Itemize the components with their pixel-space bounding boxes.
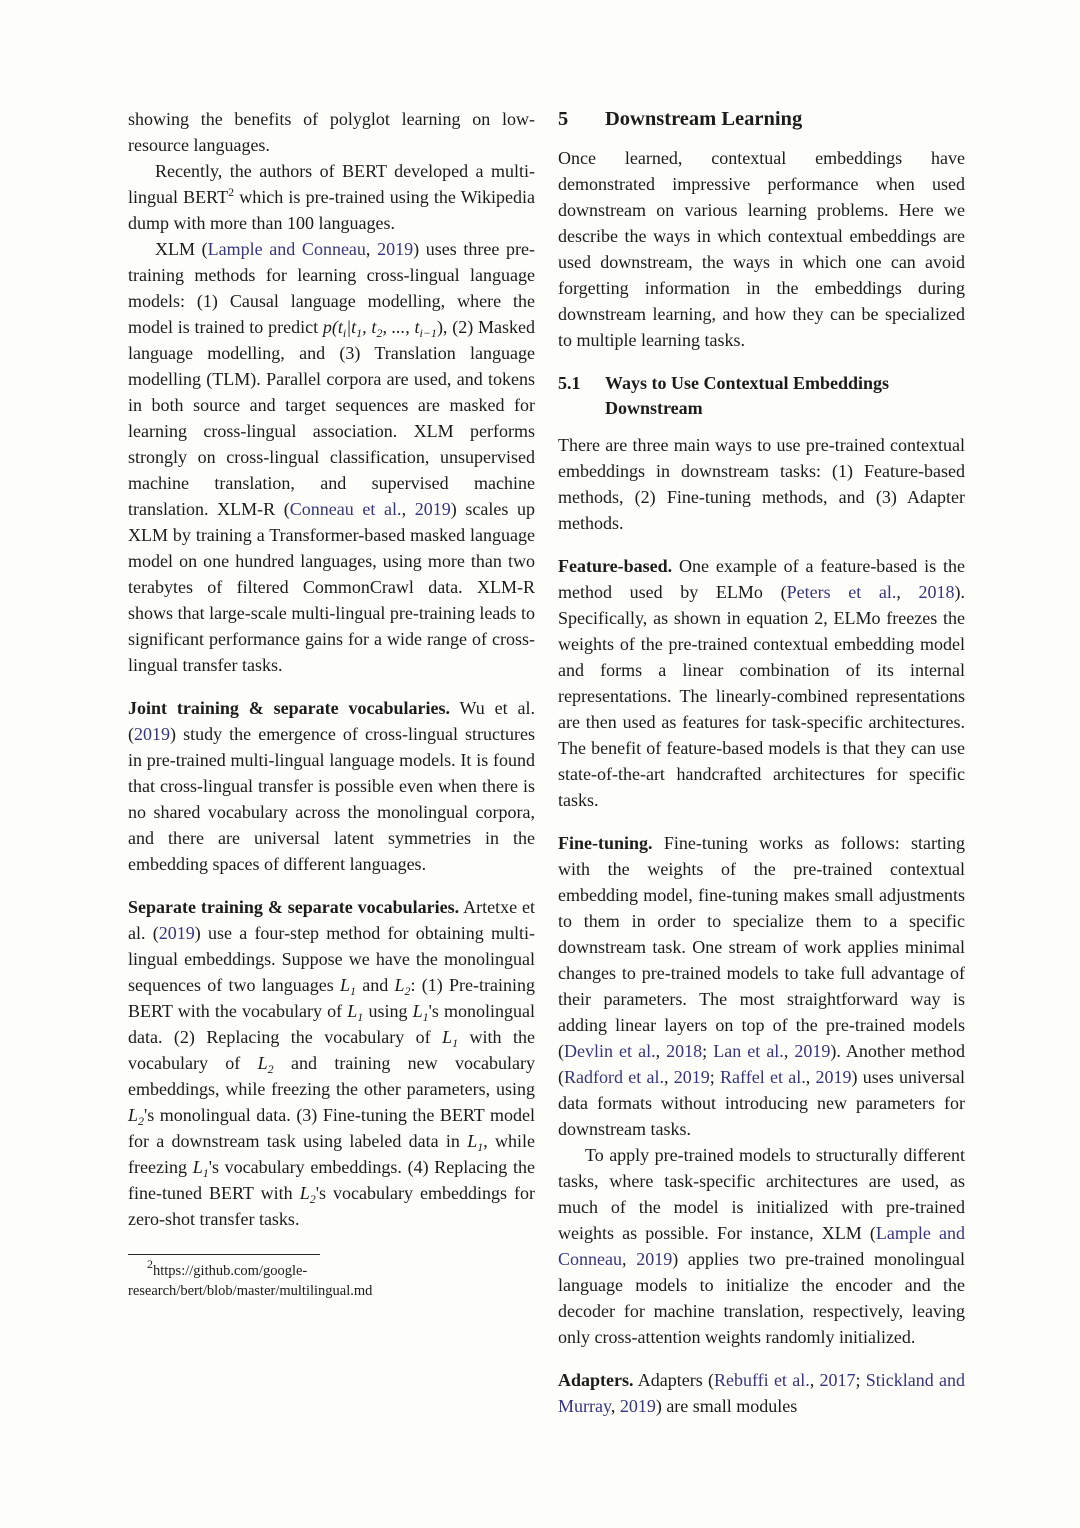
citation-link[interactable]: Conneau et al. — [289, 499, 402, 519]
paragraph — [558, 145, 965, 353]
citation-link[interactable]: 2019 — [794, 1041, 831, 1061]
math-inline: 2 — [138, 1114, 145, 1128]
math-inline: , t — [362, 317, 377, 337]
text-segment: , while freezing — [128, 1131, 535, 1177]
text-segment: , — [365, 239, 378, 259]
text-segment: To apply pre-trained models to structurally different tasks, where task-specific architectures are used, as much of the model is initialized with pre-trained weights as possible. For instance, XLM ( — [558, 1145, 965, 1243]
math-inline: L — [412, 1001, 423, 1021]
math-inline: , ..., t — [382, 317, 420, 337]
citation-link[interactable]: Devlin et al. — [564, 1041, 656, 1061]
math-inline: 2 — [309, 1192, 316, 1206]
citation-link[interactable]: Lample and Conneau — [558, 1223, 965, 1269]
math-inline: |t — [346, 317, 357, 337]
citation-link[interactable]: 2019 — [673, 1067, 710, 1087]
math-inline: 2 — [404, 984, 411, 998]
citation-link[interactable]: 2019 — [619, 1396, 656, 1416]
footnote — [128, 1254, 535, 1301]
text-segment: Artetxe et al. ( — [128, 897, 535, 943]
text-segment: 's monolingual data. (2) Replacing the vocabulary of — [128, 1001, 535, 1047]
runin-heading: Feature-based. — [558, 556, 673, 576]
text-segment: ) study the emergence of cross-lingual structures in pre-trained multi-lingual language models. It is found that cross-lingual transfer is possible even when there is no shared vocabulary across the monolingual corpora, and there are universal latent symmetries in the embedding spaces of different languages. — [128, 724, 535, 874]
heading-text: Downstream Learning — [605, 108, 803, 130]
text-segment: , — [621, 1249, 637, 1269]
math-inline: L — [257, 1053, 268, 1073]
text-segment: , — [401, 499, 415, 519]
section-heading — [558, 106, 965, 132]
text-segment: 's vocabulary embeddings. (4) Replacing the fine-tuned BERT with — [128, 1157, 535, 1203]
text-segment: ), (2) Masked language modelling, and (3) Translation language modelling (TLM). Parallel corpora are used, and tokens in both source and target sequences are masked for learning cross-lingual association. XLM performs strongly on cross-lingual classification, unsupervised machine translation, and supervised machine translation. XLM-R ( — [128, 317, 535, 519]
footnote-marker: 2 — [228, 185, 235, 199]
runin-heading: Fine-tuning. — [558, 833, 653, 853]
paragraph — [558, 830, 965, 1142]
citation-link[interactable]: Peters et al. — [786, 582, 897, 602]
text-segment: with the vocabulary of — [128, 1027, 535, 1073]
citation-link[interactable]: Lample and Conneau — [207, 239, 366, 259]
citation-link[interactable]: 2019 — [134, 724, 170, 744]
text-segment: , — [655, 1041, 667, 1061]
math-inline: L — [442, 1027, 453, 1047]
citation-link[interactable]: 2017 — [819, 1370, 856, 1390]
math-inline: L — [394, 975, 405, 995]
paragraph — [128, 106, 535, 158]
math-inline: 1 — [349, 984, 356, 998]
citation-link[interactable]: 2019 — [414, 499, 451, 519]
text-segment: , — [896, 582, 919, 602]
text-segment: 's vocabulary embeddings for zero-shot transfer tasks. — [128, 1183, 535, 1229]
citation-link[interactable]: 2018 — [666, 1041, 703, 1061]
runin-heading: Separate training & separate vocabularies. — [128, 897, 460, 917]
subsection-heading — [558, 371, 965, 421]
math-inline: 1 — [202, 1166, 209, 1180]
text-segment: ). Another method ( — [558, 1041, 965, 1087]
math-inline: L — [347, 1001, 358, 1021]
text-segment: , — [809, 1370, 820, 1390]
runin-heading: Joint training & separate vocabularies. — [128, 698, 450, 718]
citation-link[interactable]: 2018 — [918, 582, 955, 602]
text-segment: , — [610, 1396, 620, 1416]
text-segment: https://github.com/google- — [153, 1263, 308, 1279]
citation-link[interactable]: 2019 — [815, 1067, 852, 1087]
math-inline: 1 — [357, 1010, 364, 1024]
text-segment: , — [805, 1067, 816, 1087]
text-segment: ). Specifically, as shown in equation 2, ELMo freezes the weights of the pre-trained contextual embedding model and forms a linear combination of its internal representations. The linearly-combined representations are then used as features for task-specific architectures. The benefit of feature-based models is that they can use state-of-the-art handcrafted architectures for specific tasks. — [558, 582, 965, 810]
paragraph — [128, 695, 535, 877]
paragraph — [558, 432, 965, 536]
math-inline: L — [128, 1105, 139, 1125]
text-segment: 's monolingual data. (3) Fine-tuning the BERT model for a downstream task using labeled data in — [128, 1105, 535, 1151]
text-segment: There are three main ways to use pre-trained contextual embeddings in downstream tasks: (1) Feature-based methods, (2) Fine-tuning methods, and (3) Adapter methods. — [558, 435, 965, 533]
paragraph — [128, 894, 535, 1232]
text-segment: ) scales up XLM by training a Transformer-based masked language model on one hundred languages, using more than two terabytes of filtered CommonCrawl data. XLM-R shows that large-scale multi-lingual pre-training leads to significant performance gains for a wide range of cross-lingual transfer tasks. — [128, 499, 535, 675]
heading-number: 5 — [558, 108, 569, 130]
text-segment: ) are small modules — [655, 1396, 798, 1416]
math-inline: 1 — [452, 1036, 459, 1050]
citation-link[interactable]: Lan et al. — [713, 1041, 784, 1061]
text-segment: ) uses three pre-training methods for learning cross-lingual language models: (1) Causal language modelling, where the model is trained to predict — [128, 239, 535, 337]
math-inline: L — [467, 1131, 478, 1151]
text-segment: XLM ( — [155, 239, 208, 259]
math-inline: 1 — [422, 1010, 429, 1024]
text-segment: One example of a feature-based is the method used by ELMo ( — [558, 556, 965, 602]
paragraph — [128, 236, 535, 678]
citation-link[interactable]: Stickland and Murray — [558, 1370, 966, 1416]
text-segment: showing the benefits of polyglot learning on low-resource languages. — [128, 109, 535, 155]
text-segment: Wu et al. ( — [128, 698, 535, 744]
text-segment: ) uses universal data formats without introducing new parameters for downstream tasks. — [558, 1067, 965, 1139]
heading-number: 5.1 — [558, 373, 581, 393]
citation-link[interactable]: 2019 — [636, 1249, 673, 1269]
text-segment: : (1) Pre-training BERT with the vocabulary of — [128, 975, 535, 1021]
footnote-line — [128, 1282, 535, 1302]
math-inline: p(t — [322, 317, 343, 337]
math-inline: 2 — [376, 326, 383, 340]
text-segment: research/bert/blob/master/multilingual.md — [128, 1282, 373, 1299]
paragraph — [128, 158, 535, 236]
footnote-rule — [128, 1254, 320, 1255]
text-segment: and training new vocabulary embeddings, while freezing the other parameters, using — [128, 1053, 535, 1099]
text-segment: Recently, the authors of BERT developed a multi-lingual BERT — [128, 161, 535, 207]
paragraph — [558, 1367, 965, 1419]
footnote-line — [128, 1257, 535, 1282]
left-column — [128, 106, 535, 1419]
math-inline: i — [342, 326, 347, 340]
text-segment: Adapters ( — [633, 1370, 715, 1390]
citation-link[interactable]: Rebuffi et al. — [714, 1370, 810, 1390]
text-segment: ) applies two pre-trained monolingual language models to initialize the encoder and the decoder for machine translation, respectively, leaving only cross-attention weights randomly initialized. — [558, 1249, 965, 1347]
citation-link[interactable]: Raffel et al. — [720, 1067, 806, 1087]
footnote-marker: 2 — [147, 1257, 153, 1271]
text-segment: ; — [855, 1370, 866, 1390]
citation-link[interactable]: 2019 — [158, 923, 195, 943]
text-segment: ) use a four-step method for obtaining multi-lingual embeddings. Suppose we have the monolingual sequences of two languages — [128, 923, 535, 995]
paragraph — [558, 1142, 965, 1350]
math-inline: L — [339, 975, 350, 995]
text-segment: , — [783, 1041, 795, 1061]
text-segment: and — [355, 975, 395, 995]
math-inline: 1 — [356, 326, 363, 340]
runin-heading: Adapters. — [558, 1370, 634, 1390]
math-inline: i−1 — [419, 326, 437, 340]
math-inline: L — [192, 1157, 203, 1177]
text-segment: Once learned, contextual embeddings have demonstrated impressive performance when used downstream on various learning problems. Here we describe the ways in which contextual embeddings are used downstream, the ways in which one can avoid forgetting information in the embeddings during downstream learning, and how they can be specialized to multiple learning tasks. — [558, 148, 965, 350]
text-segment: ; — [702, 1041, 714, 1061]
two-column-layout — [128, 106, 965, 1419]
math-inline: 1 — [477, 1140, 484, 1154]
right-column — [558, 106, 965, 1419]
heading-text: Ways to Use Contextual Embeddings Downstream — [605, 373, 890, 418]
math-inline: L — [299, 1183, 310, 1203]
text-segment: Fine-tuning works as follows: starting with the weights of the pre-trained contextual embedding model, fine-tuning makes small adjustments to them in order to specialize them to a specific downstream task. One stream of work applies minimal changes to pre-trained models to take full advantage of their parameters. The most straightforward way is adding linear layers on top of the pre-trained models ( — [558, 833, 965, 1061]
text-segment: using — [363, 1001, 413, 1021]
text-segment: ; — [709, 1067, 721, 1087]
citation-link[interactable]: 2019 — [377, 239, 414, 259]
citation-link[interactable]: Radford et al. — [564, 1067, 664, 1087]
text-segment: , — [664, 1067, 674, 1087]
paragraph — [558, 553, 965, 813]
math-inline: 2 — [267, 1062, 274, 1076]
text-segment: which is pre-trained using the Wikipedia dump with more than 100 languages. — [128, 187, 535, 233]
